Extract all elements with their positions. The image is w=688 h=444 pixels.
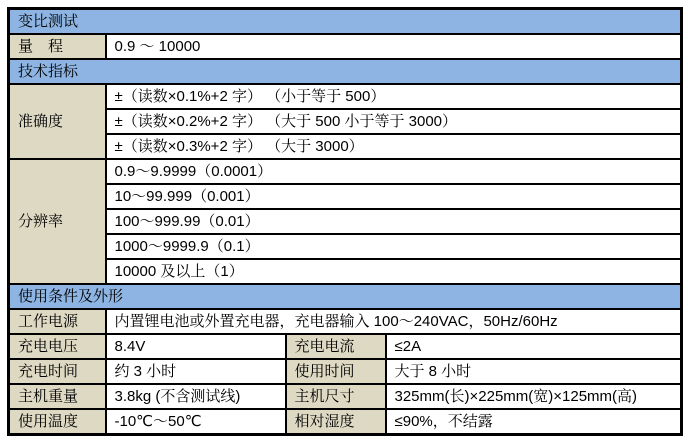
row-accuracy-3 [9, 134, 682, 159]
accuracy-value-1: ±（读数×0.1%+2 字） （小于等于 500） [106, 84, 682, 109]
operating-temp-value: -10℃～50℃ [106, 409, 286, 435]
charge-time-label: 充电时间 [9, 359, 106, 384]
charge-voltage-label: 充电电压 [9, 334, 106, 359]
row-resolution-3 [9, 209, 682, 234]
row-range [9, 34, 682, 59]
charge-time-value: 约 3 小时 [106, 359, 286, 384]
row-charge-voltage-current [9, 334, 682, 359]
resolution-value-3: 100～999.99（0.01） [106, 209, 682, 234]
row-charge-use-time [9, 359, 682, 384]
use-time-value: 大于 8 小时 [386, 359, 682, 384]
power-value: 内置锂电池或外置充电器，充电器输入 100～240VAC，50Hz/60Hz [106, 309, 682, 334]
section-row-usage [9, 284, 682, 309]
row-resolution-2 [9, 184, 682, 209]
section-row-tech-spec [9, 59, 682, 84]
row-accuracy-1 [9, 84, 682, 109]
section-title-tech-spec: 技术指标 [9, 59, 682, 84]
range-label: 量 程 [9, 34, 106, 59]
row-resolution-5 [9, 259, 682, 284]
section-title-usage: 使用条件及外形 [9, 284, 682, 309]
accuracy-value-2: ±（读数×0.2%+2 字） （大于 500 小于等于 3000） [106, 109, 682, 134]
row-temp-humidity [9, 409, 682, 435]
weight-label: 主机重量 [9, 384, 106, 409]
row-resolution-1 [9, 159, 682, 184]
spec-table [7, 7, 683, 436]
humidity-label: 相对湿度 [286, 409, 386, 435]
use-time-label: 使用时间 [286, 359, 386, 384]
accuracy-label: 准确度 [9, 84, 106, 159]
charge-current-label: 充电电流 [286, 334, 386, 359]
resolution-value-2: 10～99.999（0.001） [106, 184, 682, 209]
charge-current-value: ≤2A [386, 334, 682, 359]
range-value: 0.9 ～ 10000 [106, 34, 682, 59]
resolution-value-4: 1000～9999.9（0.1） [106, 234, 682, 259]
row-power [9, 309, 682, 334]
accuracy-value-3: ±（读数×0.3%+2 字） （大于 3000） [106, 134, 682, 159]
dimensions-label: 主机尺寸 [286, 384, 386, 409]
row-weight-dimensions [9, 384, 682, 409]
weight-value: 3.8kg (不含测试线) [106, 384, 286, 409]
dimensions-value: 325mm(长)×225mm(宽)×125mm(高) [386, 384, 682, 409]
resolution-label: 分辨率 [9, 159, 106, 284]
operating-temp-label: 使用温度 [9, 409, 106, 435]
power-label: 工作电源 [9, 309, 106, 334]
section-title-ratio-test: 变比测试 [9, 9, 682, 35]
section-row-ratio-test [9, 9, 682, 35]
row-resolution-4 [9, 234, 682, 259]
row-accuracy-2 [9, 109, 682, 134]
humidity-value: ≤90%，不结露 [386, 409, 682, 435]
resolution-value-5: 10000 及以上（1） [106, 259, 682, 284]
charge-voltage-value: 8.4V [106, 334, 286, 359]
resolution-value-1: 0.9～9.9999（0.0001） [106, 159, 682, 184]
